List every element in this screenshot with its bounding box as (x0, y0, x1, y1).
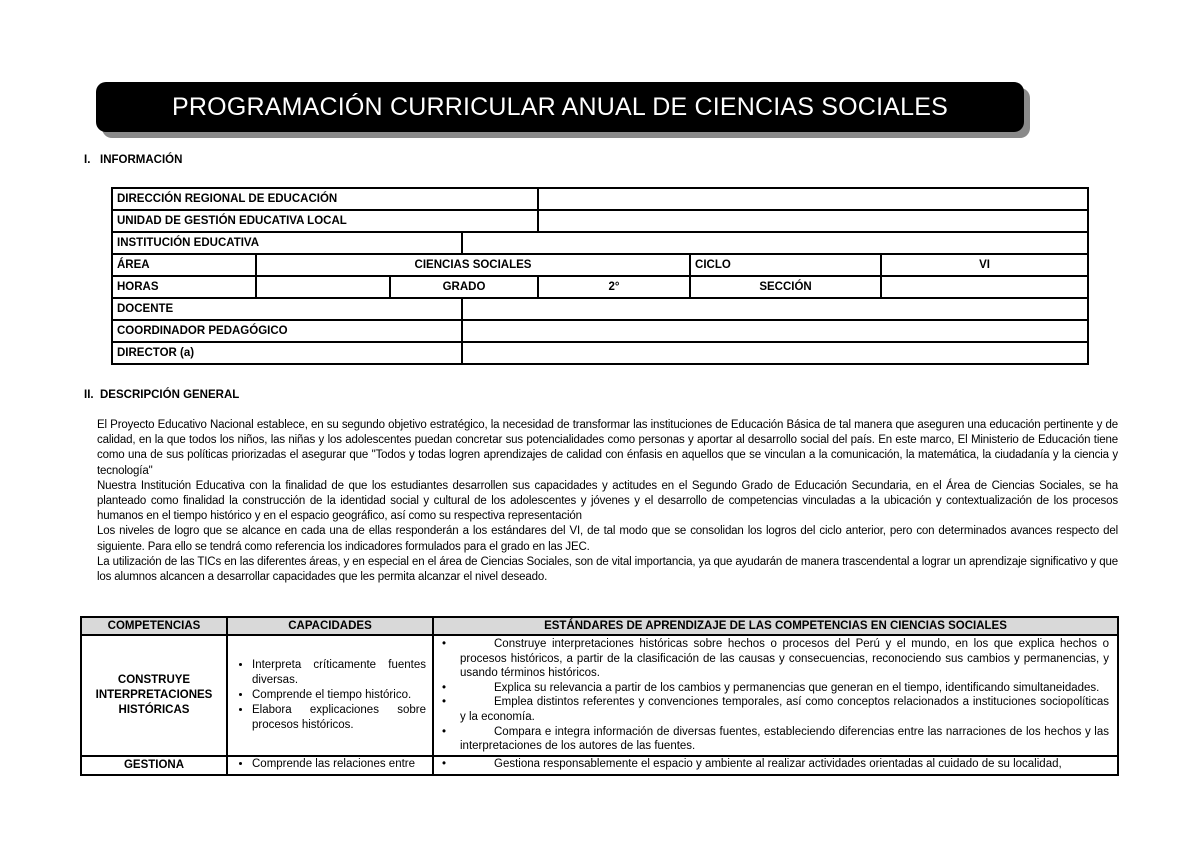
label-director: DIRECTOR (a) (112, 342, 462, 364)
label-area: ÁREA (112, 254, 256, 276)
competencia-line: GESTIONA (123, 758, 185, 771)
info-row-docente (112, 298, 1088, 320)
list-item (440, 725, 1109, 754)
description-paragraph: Los niveles de logro que se alcance en cada una de ellas responderán a los estándares del VI, de tal modo que se consolidan los logros del ciclo anterior, pero con determinados avances respecto del siguiente. Para ello se tendrá como referencia los indicadores formulados para el grado en las JEC. (97, 525, 1118, 553)
value-area: CIENCIAS SOCIALES (256, 254, 690, 276)
value-ie[interactable] (462, 232, 1088, 254)
section-label: DESCRIPCIÓN GENERAL (100, 389, 240, 401)
section-label: INFORMACIÓN (100, 154, 183, 166)
standard-text: Gestiona responsablemente el espacio y ambiente al realizar actividades orientadas al cuidado de su localidad, (494, 757, 1062, 770)
value-docente[interactable] (462, 298, 1088, 320)
label-ugel: UNIDAD DE GESTIÓN EDUCATIVA LOCAL (112, 210, 538, 232)
section-heading-informacion (84, 154, 182, 166)
competencia-line: CONSTRUYE (117, 673, 191, 686)
label-horas: HORAS (112, 276, 256, 298)
list-item: • Elabora explicaciones sobre procesos históricos. (252, 703, 426, 733)
competencia-line: INTERPRETACIONES (95, 688, 213, 701)
value-ciclo: VI (881, 254, 1088, 276)
capacidades-cell (227, 635, 433, 756)
competencias-table (80, 616, 1119, 776)
estandares-cell (433, 756, 1118, 775)
bullet-icon: • (442, 681, 447, 694)
description-paragraph: La utilización de las TICs en las diferentes áreas, y en especial en el área de Ciencias Sociales, son de vital importancia, ya que ayudarán de manera trascendental a lograr un aprendizaje significativo y que los alumnos alcancen a desarrollar capacidades que les permita alcanzar el nivel deseado. (97, 555, 1118, 584)
info-row-ugel (112, 210, 1088, 232)
standard-text: Compara e integra información de diversas fuentes, estableciendo diferencias entre las narraciones de los hechos y las interpretaciones de los autores de las fuentes. (460, 725, 1109, 753)
value-director[interactable] (462, 342, 1088, 364)
standard-text: Explica su relevancia a partir de los cambios y permanencias que generan en el tiempo, identificando simultaneidades. (494, 681, 1100, 694)
table-row (81, 635, 1118, 756)
list-item: • Interpreta críticamente fuentes diversas. (252, 658, 426, 688)
value-ugel[interactable] (538, 210, 1088, 232)
label-grado: GRADO (390, 276, 538, 298)
capacidades-list (232, 658, 426, 733)
description-paragraph: El Proyecto Educativo Nacional establece, en su segundo objetivo estratégico, la necesidad de transformar las instituciones de Educación Básica de tal manera que aseguren una educación pertinente y de calidad, en la que todos los niños, las niñas y los adolescentes puedan concretar sus potencialidades como personas y aportar al desarrollo social del país. En este marco, El Ministerio de Educación tiene como una de sus políticas priorizadas el asegurar que "Todos y todas logren aprendizajes de calidad con énfasis en aquellos que se vinculan a la comunicación, la matemática, la ciudadanía y la ciencia y tecnología" (97, 419, 1118, 477)
page-title: PROGRAMACIÓN CURRICULAR ANUAL DE CIENCIAS SOCIALES (96, 82, 1024, 132)
bullet-icon: • (442, 757, 447, 770)
header-competencias: COMPETENCIAS (81, 617, 227, 635)
info-row-horas (112, 276, 1088, 298)
label-dre: DIRECCIÓN REGIONAL DE EDUCACIÓN (112, 188, 538, 210)
info-row-director (112, 342, 1088, 364)
info-row-coordinador (112, 320, 1088, 342)
capacidades-list (232, 757, 426, 772)
list-item (440, 695, 1109, 724)
list-item (440, 681, 1109, 696)
label-docente: DOCENTE (112, 298, 462, 320)
competencia-cell (81, 756, 227, 775)
info-row-area (112, 254, 1088, 276)
value-seccion[interactable] (881, 276, 1088, 298)
label-ciclo: CICLO (690, 254, 881, 276)
competencia-line: HISTÓRICAS (118, 703, 190, 716)
value-coordinador[interactable] (462, 320, 1088, 342)
list-item (440, 637, 1109, 681)
table-row (81, 756, 1118, 775)
info-row-ie (112, 232, 1088, 254)
estandares-cell (433, 635, 1118, 756)
label-ie: INSTITUCIÓN EDUCATIVA (112, 232, 462, 254)
section-number: II. (84, 389, 94, 401)
info-row-dre (112, 188, 1088, 210)
value-horas[interactable] (256, 276, 390, 298)
section-heading-descripcion (84, 389, 239, 401)
description-paragraph: Nuestra Institución Educativa con la finalidad de que los estudiantes desarrollen sus capacidades y actitudes en el Segundo Grado de Educación Secundaria, en el Área de Ciencias Sociales, se ha planteado como finalidad la construcción de la identidad social y cultural de los adolescentes y jóvenes y el desarrollo de competencias vinculadas a la ubicación y contextualización de los procesos humanos en el tiempo histórico y en el espacio geográfico, así como su respectiva representación (97, 479, 1118, 523)
header-estandares: ESTÁNDARES DE APRENDIZAJE DE LAS COMPETENCIAS EN CIENCIAS SOCIALES (433, 617, 1118, 635)
bullet-icon: • (442, 725, 447, 738)
info-table (111, 187, 1089, 365)
description-body (97, 418, 1118, 585)
bullet-icon: • (442, 696, 447, 709)
section-number: I. (84, 154, 91, 166)
competencia-cell (81, 635, 227, 756)
value-grado: 2° (538, 276, 690, 298)
list-item: • Comprende las relaciones entre (252, 757, 426, 772)
standard-text: Emplea distintos referentes y convenciones temporales, así como conceptos relacionados a instituciones sociopolíticas y la economía. (460, 696, 1109, 723)
value-dre[interactable] (538, 188, 1088, 210)
label-coordinador: COORDINADOR PEDAGÓGICO (112, 320, 462, 342)
capacidades-cell (227, 756, 433, 775)
list-item: • Comprende el tiempo histórico. (252, 688, 426, 703)
list-item (440, 757, 1109, 772)
standard-text: Construye interpretaciones históricas sobre hechos o procesos del Perú y el mundo, en los que explica hechos o procesos históricos, a partir de la clasificación de las causas y consecuencias, reconociendo sus cambios y permanencias, y usando términos históricos. (460, 638, 1109, 680)
header-capacidades: CAPACIDADES (227, 617, 433, 635)
bullet-icon: • (442, 638, 447, 650)
table-header-row (81, 617, 1118, 635)
label-seccion: SECCIÓN (690, 276, 881, 298)
